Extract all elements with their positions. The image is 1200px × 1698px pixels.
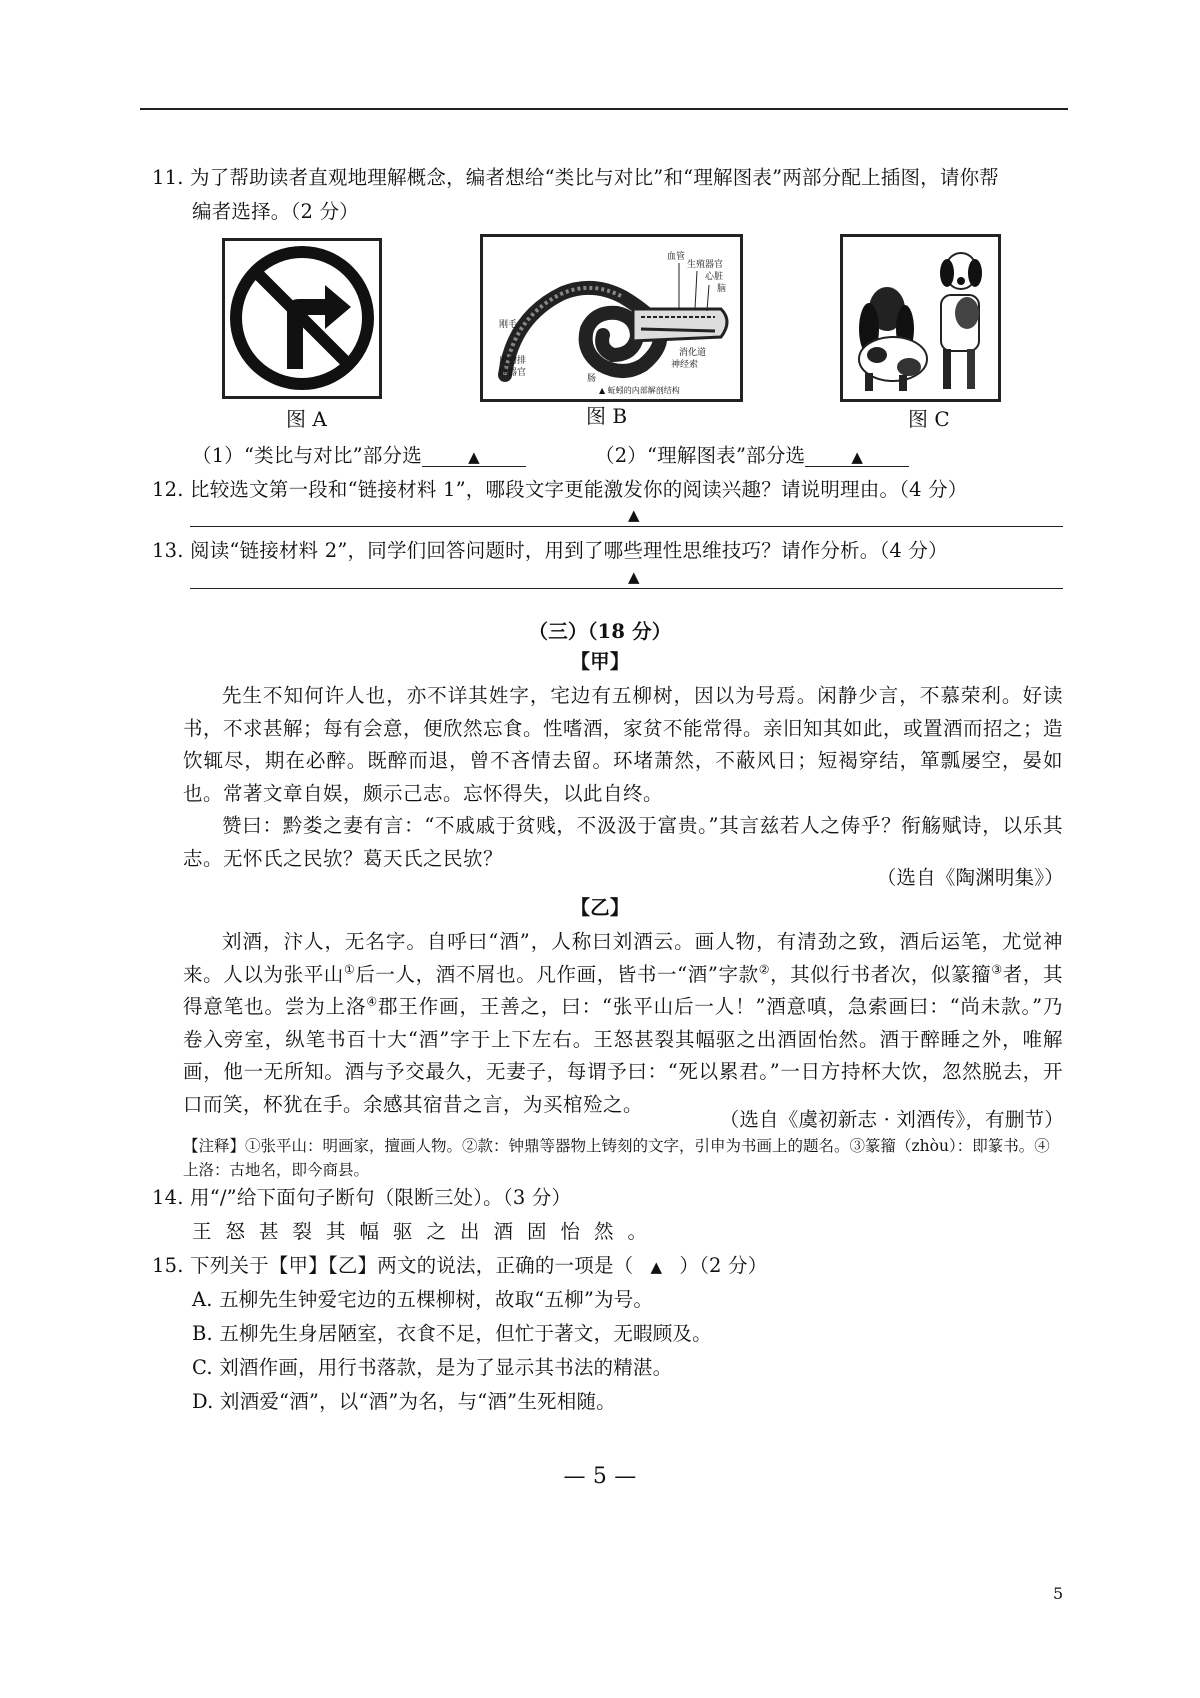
passage-yi-text-5: 郡王作画，王善之，曰：“张平山后一人！”酒意嗔，急索画曰：“尚未款。”乃卷入旁室，纵笔书百十大“酒”字于上下左右。王怒甚裂其幅驱之出酒固怡然。酒于醉睡之外，唯解画，他一无所知。酒与予交最久，无妻子，每谓予曰：“死以累君。”一日方持杯大饮，忽然脱去，开口而笑，杯犹在手。余感其宿昔之言，为买棺殓之。 (183, 995, 1063, 1116)
dogs-illustration (843, 237, 998, 399)
question-15-answer-marker[interactable]: ▲ (650, 1258, 663, 1276)
question-11-line1: 11. 为了帮助读者直观地理解概念，编者想给“类比与对比”和“理解图表”两部分配上插图，请你帮 (152, 166, 999, 189)
passage-yi (183, 926, 1063, 1121)
label-bristle: 刚毛 (499, 320, 518, 330)
passage-yi-text-4: 者，其得意笔也。尝为上洛 (183, 962, 1063, 1018)
question-15-option-d[interactable]: D. 刘酒爱“酒”，以“酒”为名，与“酒”生死相随。 (192, 1390, 616, 1413)
question-13-answer-line[interactable] (190, 588, 1063, 589)
question-11-sub2 (595, 446, 909, 467)
passage-jia-paragraph-2: 赞曰：黔娄之妻有言：“不戚戚于贫贱，不汲汲于富贵。”其言兹若人之俦乎？衔觞赋诗，以乐其志。无怀氏之民欤？葛天氏之民欤？ (183, 814, 1063, 870)
label-excretory-2: 泄器官 (499, 368, 527, 378)
header-rule (140, 108, 1068, 110)
label-intestine: 肠 (587, 374, 597, 384)
footnote-ref-2: ② (758, 962, 771, 976)
question-12: 12. 比较选文第一段和“链接材料 1”，哪段文字更能激发你的阅读兴趣？请说明理由。（4 分） (152, 478, 968, 501)
label-reproductive: 生殖器官 (687, 260, 724, 270)
passage-yi-annotations: 【注释】①张平山：明画家，擅画人物。②款：钟鼎等器物上铸刻的文字，引申为书画上的题名。③篆籀（zhòu）：即篆书。④上洛：古地名，即今商县。 (183, 1137, 1050, 1179)
earthworm-anatomy-illustration (483, 237, 740, 399)
figure-b-earthworm-diagram (480, 234, 743, 402)
section-heading: （三）（18 分） (528, 620, 672, 643)
passage-jia (183, 680, 1063, 875)
figure-a-caption: 图 A (286, 407, 327, 431)
passage-jia-source: （选自《陶渊明集》） (876, 866, 1064, 889)
page-number-corner: 5 (1053, 1584, 1064, 1603)
question-15-option-b[interactable]: B. 五柳先生身居陋室，衣食不足，但忙于著文，无暇顾及。 (192, 1322, 712, 1345)
question-12-answer-marker: ▲ (628, 506, 640, 524)
figure-c-caption: 图 C (908, 407, 950, 431)
footnote-ref-1: ① (343, 962, 356, 976)
question-14: 14. 用“/”给下面句子断句（限断三处）。（3 分） (152, 1186, 572, 1209)
figure-a-no-right-turn-sign (222, 238, 382, 399)
question-15-option-c[interactable]: C. 刘酒作画，用行书落款，是为了显示其书法的精湛。 (192, 1356, 673, 1379)
passage-yi-text-1: 刘酒，汴人，无名字。自呼曰“酒”，人称曰刘酒云。画人物，有清劲之致，酒后运笔，尤觉神来。人以为张平山 (183, 930, 1063, 986)
label-brain: 脑 (717, 284, 727, 294)
label-diagram-title: ▲ 蚯蚓的内部解剖结构 (599, 386, 680, 395)
question-11-sub1 (192, 446, 526, 467)
passage-yi-text-2: 后一人，酒不屑也。凡作画，皆书一“酒”字款 (355, 962, 759, 986)
question-13-answer-marker: ▲ (628, 568, 640, 586)
label-excretory: 废物排 (499, 356, 527, 366)
question-11-sub2-label: （2）“理解图表”部分选 (595, 444, 806, 467)
passage-yi-text-3: ，其似行书者次，似篆籀 (770, 962, 992, 986)
label-heart: 心脏 (705, 272, 724, 282)
passage-jia-paragraph-1: 先生不知何许人也，亦不详其姓字，宅边有五柳树，因以为号焉。闲静少言，不慕荣利。好读书，不求甚解；每有会意，便欣然忘食。性嗜酒，家贫不能常得。亲旧知其如此，或置酒而招之；造饮辄尽，期在必醉。既醉而退，曾不吝情去留。环堵萧然，不蔽风日；短褐穿结，箪瓢屡空，晏如也。常著文章自娱，颇示己志。忘怀得失，以此自终。 (183, 684, 1064, 805)
answer-marker: ▲ (851, 448, 864, 466)
label-digestive: 消化道 (679, 348, 707, 358)
answer-marker: ▲ (468, 448, 480, 466)
question-12-answer-line[interactable] (190, 526, 1063, 527)
figure-b-caption: 图 B (586, 404, 628, 428)
label-nerve-cord: 神经索 (671, 360, 699, 370)
question-13: 13. 阅读“链接材料 2”，同学们回答问题时，用到了哪些理性思维技巧？请作分析。（4 分） (152, 539, 948, 562)
footnote-ref-3: ③ (991, 962, 1003, 976)
label-blood-vessel: 血管 (667, 252, 686, 262)
question-11-sub1-label: （1）“类比与对比”部分选 (192, 444, 422, 467)
question-15-option-a[interactable]: A. 五柳先生钟爱宅边的五棵柳树，故取“五柳”为号。 (192, 1288, 654, 1311)
passage-yi-label: 【乙】 (570, 896, 630, 919)
passage-yi-source: （选自《虞初新志 · 刘酒传》，有删节） (719, 1108, 1064, 1131)
passage-yi-paragraph (183, 926, 1063, 1121)
no-right-turn-icon (225, 241, 379, 396)
page-number-center: — 5 — (563, 1464, 637, 1489)
question-14-sentence[interactable]: 王怒甚裂其幅驱之出酒固怡然。 (192, 1220, 662, 1243)
question-11-line2: 编者选择。（2 分） (192, 200, 359, 223)
question-15-text-a: 15. 下列关于【甲】【乙】两文的说法，正确的一项是（ (152, 1254, 634, 1277)
question-15 (152, 1256, 767, 1276)
footnote-ref-4: ④ (366, 994, 378, 1009)
question-11-sub1-answer[interactable] (422, 446, 526, 467)
figure-c-two-dogs-photo (840, 234, 1001, 402)
question-15-text-b: ）（2 分） (679, 1254, 768, 1277)
passage-jia-label: 【甲】 (570, 650, 630, 673)
question-11-sub2-answer[interactable] (805, 446, 909, 467)
